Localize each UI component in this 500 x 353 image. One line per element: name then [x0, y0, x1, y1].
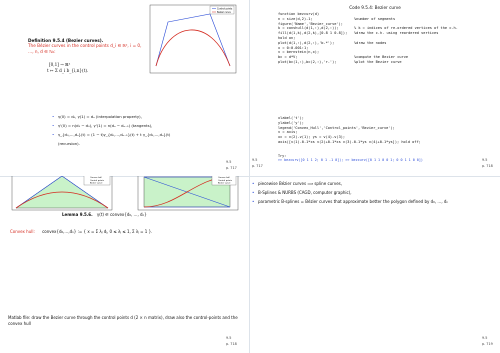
code-try	[278, 154, 498, 163]
code-line: k = convhull(d(1,:),d(2,:)); % k = indices of re-ordered vertices of the c.h.	[278, 26, 458, 31]
code-block-2	[278, 116, 488, 145]
code-line: v = bernstein(n,x);	[278, 50, 320, 55]
code-line: x = 0:0.001:1;	[278, 45, 309, 50]
legend-control-points: Control points	[90, 179, 105, 182]
page-sub-def: p. 717	[226, 166, 237, 170]
page-number-code-left: 9.5	[252, 158, 258, 162]
page-number-def: 9.5	[226, 160, 232, 164]
page-sub-notes: p. 719	[482, 342, 493, 346]
bezier-arch-plot	[140, 2, 242, 82]
code-line: fill(d(1,k),d(2,k),[0.8 1 0.8]); %draw the c.h. using reordered vertices	[278, 31, 439, 36]
notes-bullets	[252, 179, 492, 206]
page-sub-code-right: p. 718	[482, 164, 493, 168]
bezier-curve	[156, 30, 230, 66]
convex-hull-formula: convex{d₀,…,dₙ} := { x = Σ λⱼ dⱼ, 0 ≤ λⱼ ≤ 1, Σ λⱼ = 1 }.	[42, 229, 153, 234]
bullet-interpolation: • γ(0) = d₀, γ(1) = dₙ (interpolation property),	[52, 112, 180, 121]
legend-convex-hull: Convex hull	[90, 177, 102, 179]
definition-bullets	[52, 112, 180, 148]
slide-definition	[0, 0, 250, 176]
try-code: >> bezcurv([0 1 1 2; 0 1 -1 0]); >> bezcurv([0 1 1 0 0 1; 0 0 1 1 0 0])	[278, 158, 423, 163]
code-line: v = axis;	[278, 130, 298, 135]
note-parametric: • parametric B-splines = Bézier curves that approximate better the polygon defined by d₀, …, dₙ	[252, 197, 492, 206]
lemma	[62, 212, 192, 217]
definition-box	[28, 38, 148, 54]
legend-convex-hull: Convex hull	[218, 177, 230, 179]
homework-text: Matlab file: draw the Bezier curve through the control points d (2 × n matrix), draw also the control-points and the convex hull	[8, 315, 238, 326]
definition-title: Definition 9.5.4 (Bezier curves).	[28, 38, 104, 43]
code-line: plot(bc(1,:),bc(2,:),'r-'); %plot the Bezier curve	[278, 59, 402, 64]
code-header: Code 9.5.4: Bezier curve	[349, 5, 401, 10]
slide-notes	[250, 176, 500, 352]
legend-bezier-curve: Bezier curve	[90, 182, 103, 185]
lemma-text: γ(t) ∈ convex{d₀, …, dₙ}	[96, 212, 147, 217]
lemma-label: Lemma 9.5.6.	[62, 212, 93, 217]
convex-hull-label: Convex hull:	[10, 229, 35, 234]
legend-control-points: Control points	[218, 179, 233, 182]
code-line: hold on;	[278, 35, 296, 40]
page-sub-code-left: p. 717	[252, 164, 263, 168]
page-number-notes: 9.5	[482, 336, 488, 340]
code-block	[278, 12, 488, 65]
code-line: plot(d(1,:),d(2,:),'b-*'); %draw the nodes	[278, 40, 387, 45]
formula-line-2: t ↦ Σ d_i b_{i,n}(t).	[47, 68, 89, 73]
convex-hull-definition	[10, 229, 240, 234]
convex-hull-triangle-plot	[2, 176, 122, 216]
code-line: xc = v(2)-v(1); ys = v(4)-v(3);	[278, 135, 346, 140]
legend-bezier-curve: Bezier curve	[218, 182, 231, 185]
control-polygon	[156, 14, 230, 66]
definition-body: The Bézier curves in the control points d_i ∈ ℝ², i = 0, …, n, d ∈ ℕ₀:	[28, 43, 142, 54]
code-line: figure('Name','Bezier_curve');	[278, 21, 343, 26]
page-number-hull: 9.5	[226, 336, 232, 340]
slide-code	[250, 0, 500, 176]
code-line: bc = d*V; %compute the Bezier curve	[278, 55, 409, 60]
bullet-recursion: • γ_{d₀,…,dₙ}(t) = (1 − t)γ_{d₀,…,dₙ₋₁}(t) + t γ_{d₁,…,dₙ}(t) (recursion).	[52, 130, 180, 148]
try-label: Try:	[278, 154, 287, 158]
page-sub-hull: p. 718	[226, 342, 237, 346]
legend-control-points: Control points	[217, 7, 233, 11]
page-number-code-right: 9.5	[482, 158, 488, 162]
formula-line-1: [0,1] → ℝ²	[49, 62, 71, 67]
plot-frame	[150, 5, 236, 73]
code-line: xlabel('t');	[278, 116, 304, 120]
legend-bezier-curve: Bezier curve	[217, 11, 231, 14]
note-piecewise: • piecewise Bézier curves ⟹ spline curves,	[252, 179, 492, 188]
bullet-tangents: • γ'(0) = n(d₁ − d₀), γ'(1) = n(dₙ − dₙ₋₁) (tangents),	[52, 121, 180, 130]
code-line: ylabel('y');	[278, 120, 304, 125]
definition-formula	[35, 62, 115, 84]
code-line: function bezcurv(d)	[278, 12, 320, 16]
convex-hull-square-plot	[128, 176, 248, 216]
code-line: legend('Convex_Hull','Control_points','Bezier_curve');	[278, 125, 395, 130]
note-bsplines: • B-Splines & NURBS (CAGD, computer graphic),	[252, 188, 492, 197]
code-line: n = size(d,2)-1; %number of segments	[278, 16, 396, 21]
code-line: axis([v(1)-0.1*xs v(2)+0.1*xs v(3)-0.1*ys v(4)+0.1*ys]); hold off;	[278, 139, 421, 144]
